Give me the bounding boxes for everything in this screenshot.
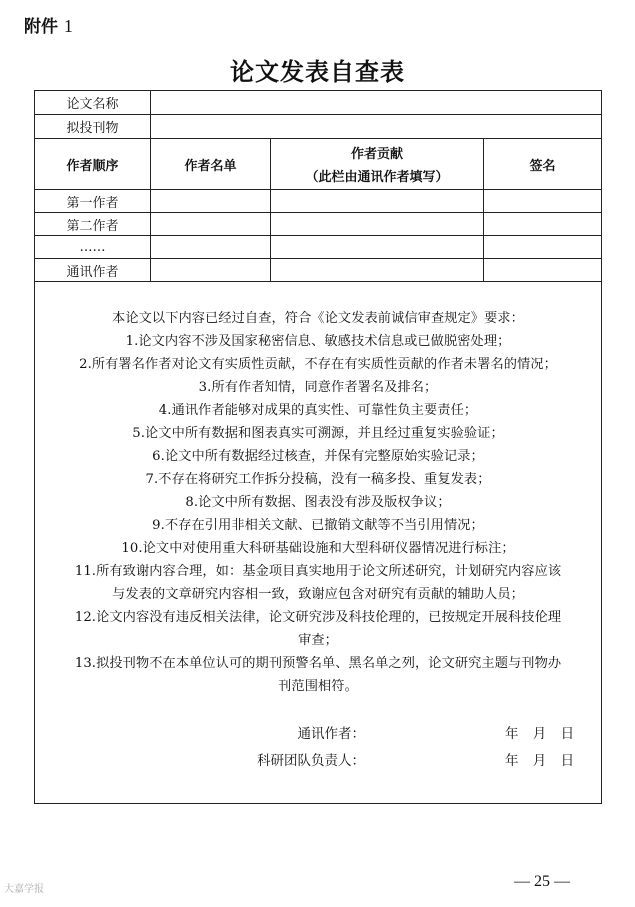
contribution-cell[interactable]: [271, 213, 484, 236]
page-number: — 25 —: [514, 873, 570, 890]
corresponding-author-sign-label: 通讯作者：: [297, 726, 365, 742]
declaration-item-continued: 刊范围相符。: [278, 679, 358, 694]
signature-cell[interactable]: [484, 236, 602, 259]
declaration-cell: [35, 282, 602, 804]
declaration-item: 7.不存在将研究工作拆分投稿，没有一稿多投、重复发表；: [145, 472, 491, 487]
signature-cell[interactable]: [484, 213, 602, 236]
contribution-cell[interactable]: [271, 259, 484, 282]
declaration-intro: 本论文以下内容已经过自查，符合《论文发表前诚信审查规定》要求：: [112, 311, 524, 326]
signature-cell[interactable]: [484, 259, 602, 282]
header-contribution: [271, 139, 484, 190]
table-row: [35, 213, 602, 236]
header-name: 作者名单: [151, 139, 271, 190]
declaration-item-continued: 审查；: [298, 633, 338, 648]
row-label-corresponding-author: 通讯作者: [35, 259, 151, 282]
author-name-cell[interactable]: [151, 259, 271, 282]
signature-area: [35, 722, 601, 778]
declaration-item: 12.论文内容没有违反相关法律，论文研究涉及科技伦理的，已按规定开展科技伦理: [74, 610, 562, 625]
attachment-text: 附件: [24, 17, 58, 37]
declaration-item: 10.论文中对使用重大科研基础设施和大型科研仪器情况进行标注；: [121, 541, 515, 556]
corresponding-author-sign-row: [35, 722, 598, 748]
author-name-cell[interactable]: [151, 190, 271, 213]
table-row: [35, 190, 602, 213]
declaration-item: 8.论文中所有数据、图表没有涉及版权争议；: [185, 495, 451, 510]
declaration-item: 6.论文中所有数据经过核查，并保有完整原始实验记录；: [152, 449, 484, 464]
declaration-item: 1.论文内容不涉及国家秘密信息、敏感技术信息或已做脱密处理；: [125, 334, 511, 349]
header-signature: 签名: [484, 139, 602, 190]
team-leader-date: 年 月 日: [505, 753, 575, 769]
declaration-item: 5.论文中所有数据和图表真实可溯源，并且经过重复实验验证；: [132, 426, 504, 441]
corresponding-author-date: 年 月 日: [505, 726, 575, 742]
declaration-item-continued: 与发表的文章研究内容相一致，致谢应包含对研究有贡献的辅助人员；: [112, 587, 524, 602]
row-label-first-author: 第一作者: [35, 190, 151, 213]
declaration-row: [35, 282, 602, 804]
declaration-item: 4.通讯作者能够对成果的真实性、可靠性负主要责任；: [158, 403, 478, 418]
page-title: 论文发表自查表: [230, 58, 405, 86]
header-row: [35, 139, 602, 190]
signature-cell[interactable]: [484, 190, 602, 213]
attachment-label: [24, 12, 73, 37]
team-leader-sign-label: 科研团队负责人：: [257, 753, 365, 769]
declaration-item: 3.所有作者知情，同意作者署名及排名；: [198, 380, 438, 395]
watermark: 大嘉学报: [4, 884, 44, 895]
journal-row: [35, 115, 602, 139]
table-row: [35, 236, 602, 259]
attachment-number: 1: [63, 16, 73, 36]
declaration-item: 9.不存在引用非相关文献、已撤销文献等不当引用情况；: [152, 518, 484, 533]
journal-field[interactable]: [151, 115, 602, 139]
contribution-cell[interactable]: [271, 190, 484, 213]
row-label-second-author: 第二作者: [35, 213, 151, 236]
team-leader-sign-row: [35, 749, 598, 775]
author-name-cell[interactable]: [151, 236, 271, 259]
table-row: [35, 259, 602, 282]
journal-label: 拟投刊物: [35, 115, 151, 139]
author-name-cell[interactable]: [151, 213, 271, 236]
declaration-item: 2.所有署名作者对论文有实质性贡献，不存在有实质性贡献的作者未署名的情况；: [79, 357, 557, 372]
header-order: 作者顺序: [35, 139, 151, 190]
header-contribution-note: （此栏由通讯作者填写）: [305, 170, 449, 185]
paper-name-row: [35, 91, 602, 115]
declaration-item: 13.拟投刊物不在本单位认可的期刊预警名单、黑名单之列，论文研究主题与刊物办: [74, 656, 562, 671]
self-check-table: [34, 90, 602, 804]
row-label-ellipsis: ……: [35, 236, 151, 259]
contribution-cell[interactable]: [271, 236, 484, 259]
header-contribution-title: 作者贡献: [350, 147, 403, 162]
paper-name-label: 论文名称: [35, 91, 151, 115]
paper-name-field[interactable]: [151, 91, 602, 115]
declaration-item: 11.所有致谢内容合理，如：基金项目真实地用于论文所述研究，计划研究内容应该: [74, 564, 562, 579]
